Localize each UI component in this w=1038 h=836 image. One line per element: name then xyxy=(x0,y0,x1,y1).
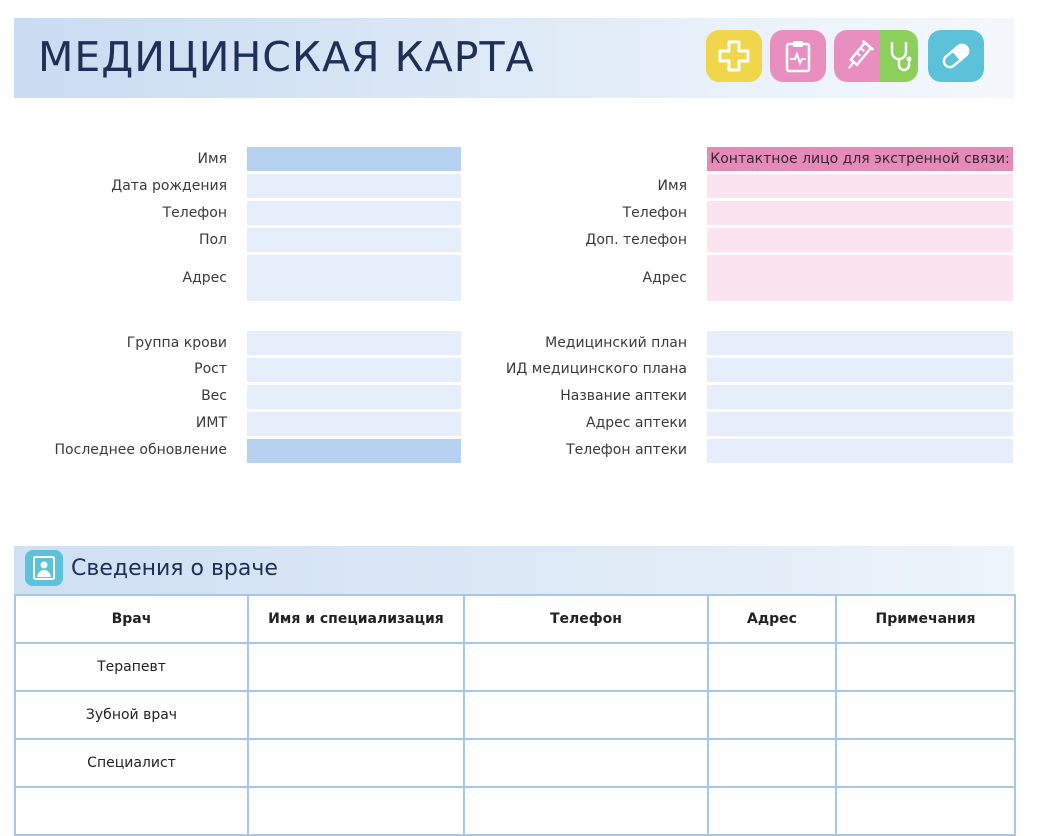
emergency-alt-phone-label: Доп. телефон xyxy=(585,232,687,248)
patient-name-label: Имя xyxy=(197,151,227,167)
pharmacy-name-field[interactable] xyxy=(707,385,1013,409)
notes-cell[interactable] xyxy=(836,787,1015,835)
pharmacy-address-field[interactable] xyxy=(707,412,1013,436)
blood-type-label: Группа крови xyxy=(126,335,227,351)
table-row xyxy=(15,643,1015,691)
page-title: МЕДИЦИНСКАЯ КАРТА xyxy=(38,33,535,81)
birthdate-field[interactable] xyxy=(247,174,461,198)
bmi-field[interactable] xyxy=(247,412,461,436)
address-cell[interactable] xyxy=(708,691,836,739)
emergency-address-field[interactable] xyxy=(707,255,1013,301)
address-cell[interactable] xyxy=(708,643,836,691)
name-specialty-cell[interactable] xyxy=(248,691,464,739)
table-row xyxy=(15,787,1015,835)
weight-label: Вес xyxy=(201,388,227,404)
patient-address-label: Адрес xyxy=(182,270,227,286)
phone-cell[interactable] xyxy=(464,739,708,787)
phone-cell[interactable] xyxy=(464,787,708,835)
emergency-contact-heading: Контактное лицо для экстренной связи: xyxy=(707,147,1013,171)
doctor-type-cell: Терапевт xyxy=(15,643,248,691)
syringe-icon xyxy=(834,30,884,82)
gender-field[interactable] xyxy=(247,228,461,252)
notes-cell[interactable] xyxy=(836,643,1015,691)
table-row xyxy=(15,691,1015,739)
column-header-notes: Примечания xyxy=(836,595,1015,643)
patient-phone-label: Телефон xyxy=(162,205,227,221)
phone-cell[interactable] xyxy=(464,691,708,739)
column-header-address: Адрес xyxy=(708,595,836,643)
health-plan-id-field[interactable] xyxy=(707,358,1013,382)
emergency-phone-label: Телефон xyxy=(622,205,687,221)
weight-field[interactable] xyxy=(247,385,461,409)
emergency-alt-phone-field[interactable] xyxy=(707,228,1013,252)
health-plan-label: Медицинский план xyxy=(545,335,687,351)
birthdate-label: Дата рождения xyxy=(111,178,227,194)
name-specialty-cell[interactable] xyxy=(248,787,464,835)
notes-cell[interactable] xyxy=(836,691,1015,739)
height-field[interactable] xyxy=(247,358,461,382)
pharmacy-address-label: Адрес аптеки xyxy=(586,415,687,431)
doctor-section-title: Сведения о враче xyxy=(71,556,278,581)
emergency-name-field[interactable] xyxy=(707,174,1013,198)
medical-cross-icon xyxy=(706,30,762,82)
address-cell[interactable] xyxy=(708,787,836,835)
health-plan-id-label: ИД медицинского плана xyxy=(505,361,687,377)
doctor-type-cell: Зубной врач xyxy=(15,691,248,739)
gender-label: Пол xyxy=(198,232,227,248)
bmi-label: ИМТ xyxy=(195,415,227,431)
blood-type-field[interactable] xyxy=(247,331,461,355)
emergency-name-label: Имя xyxy=(657,178,687,194)
pharmacy-phone-label: Телефон аптеки xyxy=(566,442,687,458)
patient-address-field[interactable] xyxy=(247,255,461,301)
health-plan-field[interactable] xyxy=(707,331,1013,355)
phone-cell[interactable] xyxy=(464,643,708,691)
doctor-type-cell: Специалист xyxy=(15,739,248,787)
name-specialty-cell[interactable] xyxy=(248,739,464,787)
doctor-portrait-icon xyxy=(25,550,63,586)
patient-name-field[interactable] xyxy=(247,147,461,171)
column-header-doctor: Врач xyxy=(15,595,248,643)
patient-phone-field[interactable] xyxy=(247,201,461,225)
emergency-address-label: Адрес xyxy=(642,270,687,286)
emergency-phone-field[interactable] xyxy=(707,201,1013,225)
table-row xyxy=(15,739,1015,787)
pharmacy-name-label: Название аптеки xyxy=(560,388,687,404)
column-header-phone: Телефон xyxy=(464,595,708,643)
clipboard-heartbeat-icon xyxy=(770,30,826,82)
stethoscope-icon xyxy=(880,30,918,82)
pharmacy-phone-field[interactable] xyxy=(707,439,1013,463)
pill-icon xyxy=(928,30,984,82)
doctor-table-header-row xyxy=(15,595,1015,643)
notes-cell[interactable] xyxy=(836,739,1015,787)
name-specialty-cell[interactable] xyxy=(248,643,464,691)
height-label: Рост xyxy=(194,361,227,377)
column-header-name-specialty: Имя и специализация xyxy=(248,595,464,643)
doctor-type-cell xyxy=(15,787,248,835)
last-update-label: Последнее обновление xyxy=(54,442,227,458)
last-update-field[interactable] xyxy=(247,439,461,463)
address-cell[interactable] xyxy=(708,739,836,787)
